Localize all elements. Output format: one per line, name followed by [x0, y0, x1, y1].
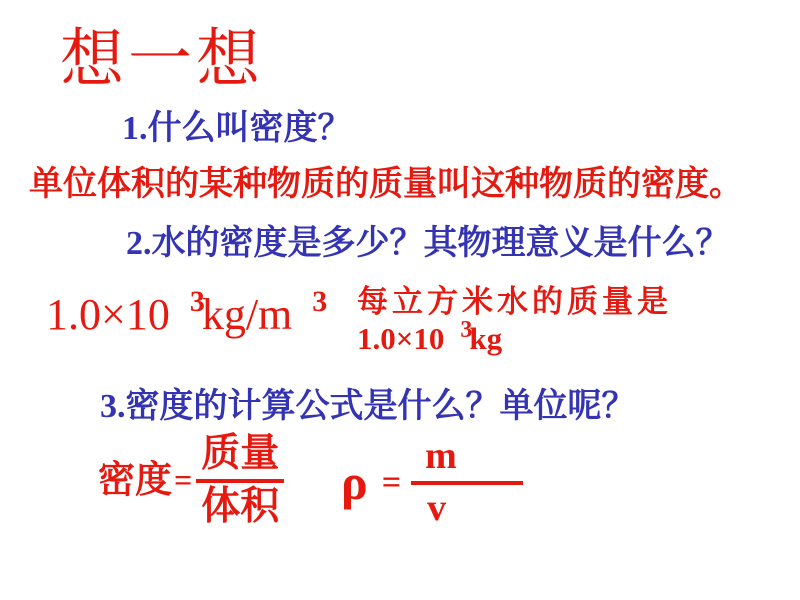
formula-sym-fraction [411, 437, 523, 529]
formula-cn-fraction [196, 433, 284, 529]
density-exponent: 3 [189, 285, 205, 318]
formula-sym-equals: = [381, 464, 402, 502]
formula-cn-lhs: 密度 [98, 459, 172, 501]
density-unit: kg/m [201, 290, 293, 339]
formula-cn-equals: = [174, 462, 193, 499]
mass-exponent: 3 [460, 317, 473, 344]
density-formula-chinese [98, 433, 284, 529]
question-1: 1.什么叫密度？ [122, 110, 352, 147]
slide-title: 想一想 [60, 24, 264, 95]
formula-sym-denominator: v [427, 486, 447, 529]
question-3: 3.密度的计算公式是什么？单位呢？ [100, 388, 636, 425]
density-definition-text: 单位体积的某种物质的质量叫这种物质的密度。 [29, 166, 743, 203]
formula-cn-numerator: 质量 [196, 433, 284, 483]
physical-meaning-line1: 每立方米水的质量是 [357, 284, 672, 319]
water-density-value [46, 285, 328, 339]
density-formula-symbolic [341, 437, 523, 529]
formula-sym-numerator: m [411, 437, 523, 485]
physical-meaning-line2 [357, 317, 672, 357]
mass-base: 1.0×10 [357, 321, 445, 357]
density-base: 1.0×10 [46, 290, 170, 339]
formula-cn-denominator: 体积 [201, 484, 280, 528]
rho-symbol: ρ [341, 454, 368, 511]
mass-unit: kg [469, 321, 503, 357]
question-2: 2.水的密度是多少？其物理意义是什么？ [126, 225, 730, 262]
density-unit-exponent: 3 [312, 285, 328, 318]
physical-meaning [357, 283, 672, 357]
